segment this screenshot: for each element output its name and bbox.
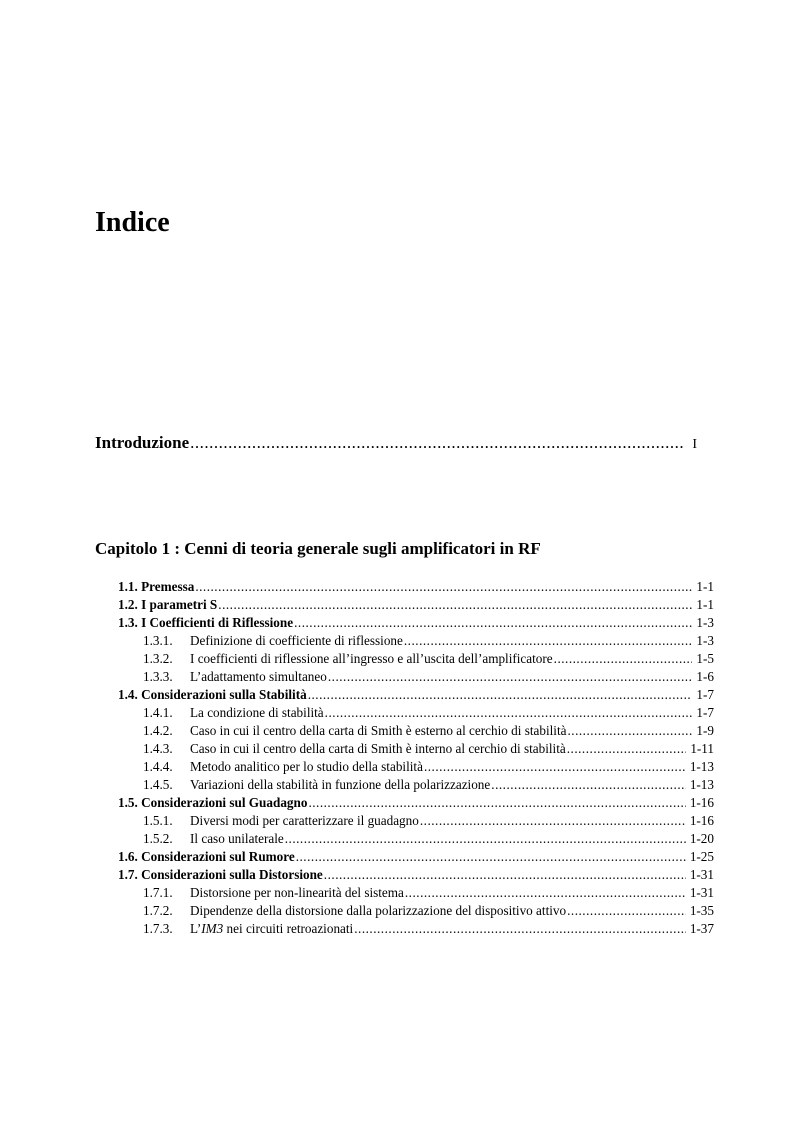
toc-entry-number: 1.7.3. xyxy=(143,921,173,936)
toc-entry-heading: 1.1. Premessa xyxy=(118,579,195,594)
toc-entry-number: 1.4.5. xyxy=(143,777,173,792)
toc-entry-1-5 xyxy=(118,794,714,812)
toc-entry-page: 1-6 xyxy=(696,669,714,684)
chapter-heading: Capitolo 1 : Cenni di teoria generale sugli amplificatori in RF xyxy=(95,539,541,558)
toc-entry-page: 1-1 xyxy=(696,579,714,594)
toc-entry-1-4-4 xyxy=(143,758,714,776)
dot-leader xyxy=(354,920,686,938)
toc-entry-heading: 1.3. I Coefficienti di Riflessione xyxy=(118,615,294,630)
toc-entry-title: Variazioni della stabilità in funzione della polarizzazione xyxy=(190,777,491,792)
toc-entry-page: 1-31 xyxy=(689,885,714,900)
toc-entry-1-7-3 xyxy=(143,920,714,938)
dot-leader xyxy=(190,432,683,454)
toc-entry-title: L’adattamento simultaneo xyxy=(190,669,327,684)
toc-entry-title: Caso in cui il centro della carta di Smith è esterno al cerchio di stabilità xyxy=(190,723,567,738)
toc-entry-1-7-1 xyxy=(143,884,714,902)
toc-entry-heading: 1.4. Considerazioni sulla Stabilità xyxy=(118,687,307,702)
dot-leader xyxy=(405,884,686,902)
toc-entry-number: 1.7.2. xyxy=(143,903,173,918)
toc-entry-number: 1.7.1. xyxy=(143,885,173,900)
toc-introduction xyxy=(95,432,697,456)
toc-entry-1-4 xyxy=(118,686,714,704)
toc-entry-heading: 1.2. I parametri S xyxy=(118,597,218,612)
toc-introduction-page: I xyxy=(692,437,697,452)
toc-entry-number: 1.4.2. xyxy=(143,723,173,738)
toc-entry-title: Definizione di coefficiente di riflessione xyxy=(190,633,403,648)
toc-entry-heading: 1.6. Considerazioni sul Rumore xyxy=(118,849,295,864)
toc-entry-number: 1.3.2. xyxy=(143,651,173,666)
toc-entry-title: Distorsione per non-linearità del sistema xyxy=(190,885,404,900)
toc-entry-number: 1.4.1. xyxy=(143,705,173,720)
dot-leader xyxy=(567,902,686,920)
dot-leader xyxy=(567,722,692,740)
dot-leader xyxy=(324,866,686,884)
toc-entry-1-6 xyxy=(118,848,714,866)
dot-leader xyxy=(195,578,692,596)
dot-leader xyxy=(218,596,692,614)
toc-entry-1-3-1 xyxy=(143,632,714,650)
toc-entry-1-1 xyxy=(118,578,714,596)
toc-entry-title: Diversi modi per caratterizzare il guadagno xyxy=(190,813,419,828)
toc-entry-1-3-2 xyxy=(143,650,714,668)
toc-entry-page: 1-16 xyxy=(689,813,714,828)
toc-entry-1-7-2 xyxy=(143,902,714,920)
toc-entry-1-5-1 xyxy=(143,812,714,830)
toc-entry-1-4-3 xyxy=(143,740,714,758)
dot-leader xyxy=(404,632,693,650)
toc-entry-number: 1.5.2. xyxy=(143,831,173,846)
dot-leader xyxy=(424,758,686,776)
toc-entry-page: 1-7 xyxy=(696,687,714,702)
dot-leader xyxy=(285,830,686,848)
toc-entry-title: Il caso unilaterale xyxy=(190,831,284,846)
toc-entry-1-4-5 xyxy=(143,776,714,794)
toc-entry-page: 1-5 xyxy=(696,651,714,666)
toc-entry-page: 1-3 xyxy=(696,633,714,648)
toc-entry-title: Caso in cui il centro della carta di Smith è interno al cerchio di stabilità xyxy=(190,741,566,756)
toc-introduction-title: Introduzione xyxy=(95,433,190,452)
toc-entry-number: 1.4.3. xyxy=(143,741,173,756)
toc-entry-1-2 xyxy=(118,596,714,614)
dot-leader xyxy=(328,668,693,686)
toc-entry-page: 1-13 xyxy=(689,759,714,774)
toc-entry-title: L’IM3 nei circuiti retroazionati xyxy=(190,921,354,936)
dot-leader xyxy=(308,686,693,704)
toc-entry-heading: 1.5. Considerazioni sul Guadagno xyxy=(118,795,308,810)
toc-entry-page: 1-7 xyxy=(696,705,714,720)
dot-leader xyxy=(567,740,687,758)
toc-entry-page: 1-20 xyxy=(689,831,714,846)
dot-leader xyxy=(325,704,693,722)
toc-entry-1-4-2 xyxy=(143,722,714,740)
toc-entry-heading: 1.7. Considerazioni sulla Distorsione xyxy=(118,867,323,882)
toc-entry-title: I coefficienti di riflessione all’ingresso e all’uscita dell’amplificatore xyxy=(190,651,553,666)
toc-entry-number: 1.5.1. xyxy=(143,813,173,828)
toc-entry-page: 1-11 xyxy=(690,741,714,756)
toc-entry-page: 1-37 xyxy=(689,921,714,936)
toc-entry-page: 1-35 xyxy=(689,903,714,918)
toc-entry-page: 1-25 xyxy=(689,849,714,864)
toc-entry-title: La condizione di stabilità xyxy=(190,705,324,720)
dot-leader xyxy=(491,776,686,794)
toc-entry-number: 1.3.3. xyxy=(143,669,173,684)
toc-entry-1-5-2 xyxy=(143,830,714,848)
toc-entry-number: 1.4.4. xyxy=(143,759,173,774)
page-title: Indice xyxy=(95,207,170,238)
dot-leader xyxy=(296,848,686,866)
toc-entry-1-4-1 xyxy=(143,704,714,722)
toc-entry-page: 1-31 xyxy=(689,867,714,882)
toc-entry-1-3-3 xyxy=(143,668,714,686)
toc-entry-page: 1-9 xyxy=(696,723,714,738)
dot-leader xyxy=(308,794,685,812)
dot-leader xyxy=(554,650,693,668)
toc-entry-title: Metodo analitico per lo studio della stabilità xyxy=(190,759,423,774)
toc-entry-page: 1-3 xyxy=(696,615,714,630)
dot-leader xyxy=(294,614,692,632)
toc-entry-1-7 xyxy=(118,866,714,884)
dot-leader xyxy=(420,812,686,830)
toc-entry-title: Dipendenze della distorsione dalla polarizzazione del dispositivo attivo xyxy=(190,903,567,918)
toc-entry-number: 1.3.1. xyxy=(143,633,173,648)
toc-entry-page: 1-13 xyxy=(689,777,714,792)
toc-entry-page: 1-16 xyxy=(689,795,714,810)
toc-entry-1-3 xyxy=(118,614,714,632)
toc-entry-page: 1-1 xyxy=(696,597,714,612)
